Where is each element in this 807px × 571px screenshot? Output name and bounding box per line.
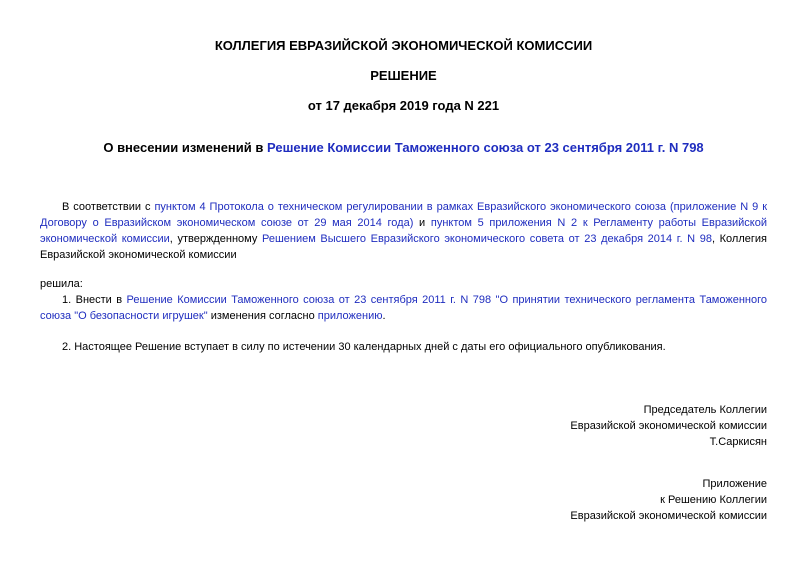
- item-1-paragraph: [40, 292, 767, 324]
- supreme-council-decision-link[interactable]: Решением Высшего Евразийского экономического совета от 23 декабря 2014 г. N 98: [261, 233, 712, 245]
- protocol-link[interactable]: пунктом 4 Протокола о техническом регулировании в рамках Евразийского экономического союза (приложение N 9 к Договору о Евразийском экономическом союзе от 29 мая 2014 года): [40, 201, 768, 229]
- appendix-organization: Евразийской экономической комиссии: [570, 510, 767, 522]
- document-title: [0, 140, 807, 156]
- preamble-text-3: , утвержденному: [169, 233, 262, 245]
- item1-text-3: .: [382, 310, 386, 322]
- regulation-link[interactable]: пунктом 5 приложения N 2 к Регламенту работы Евразийской экономической комиссии: [40, 217, 767, 245]
- item1-text-2: изменения согласно: [207, 310, 318, 322]
- preamble-text-4: , Коллегия Евразийской экономической комиссии: [40, 233, 767, 261]
- doc-type-heading: РЕШЕНИЕ: [370, 68, 437, 83]
- title-prefix: О внесении изменений в: [103, 140, 267, 155]
- appendix-reference: к Решению Коллегии: [660, 494, 767, 506]
- preamble-text-1: В соответствии с: [62, 201, 155, 213]
- signature-name: Т.Саркисян: [709, 436, 767, 448]
- preamble-text-2: и: [413, 217, 431, 229]
- signature-block: [570, 402, 767, 450]
- title-link[interactable]: Решение Комиссии Таможенного союза от 23 сентября 2011 г. N 798: [267, 140, 704, 155]
- customs-union-decision-link[interactable]: Решение Комиссии Таможенного союза от 23 сентября 2011 г. N 798 "О принятии технического регламента Таможенного союза "О безопасности игрушек": [40, 294, 767, 322]
- preamble-paragraph: [40, 199, 767, 263]
- signature-organization: Евразийской экономической комиссии: [570, 420, 767, 432]
- date-line: от 17 декабря 2019 года N 221: [307, 98, 500, 113]
- signature-position: Председатель Коллегии: [643, 404, 767, 416]
- appendix-block: [570, 476, 767, 524]
- appendix-link[interactable]: приложению: [317, 310, 383, 322]
- org-heading: КОЛЛЕГИЯ ЕВРАЗИЙСКОЙ ЭКОНОМИЧЕСКОЙ КОМИССИИ: [214, 38, 593, 53]
- item-2-paragraph: 2. Настоящее Решение вступает в силу по истечении 30 календарных дней с даты его официального опубликования.: [62, 341, 666, 353]
- resolved-label: решила:: [40, 278, 83, 290]
- item1-text-1: 1. Внести в: [62, 294, 127, 306]
- appendix-title: Приложение: [702, 478, 767, 490]
